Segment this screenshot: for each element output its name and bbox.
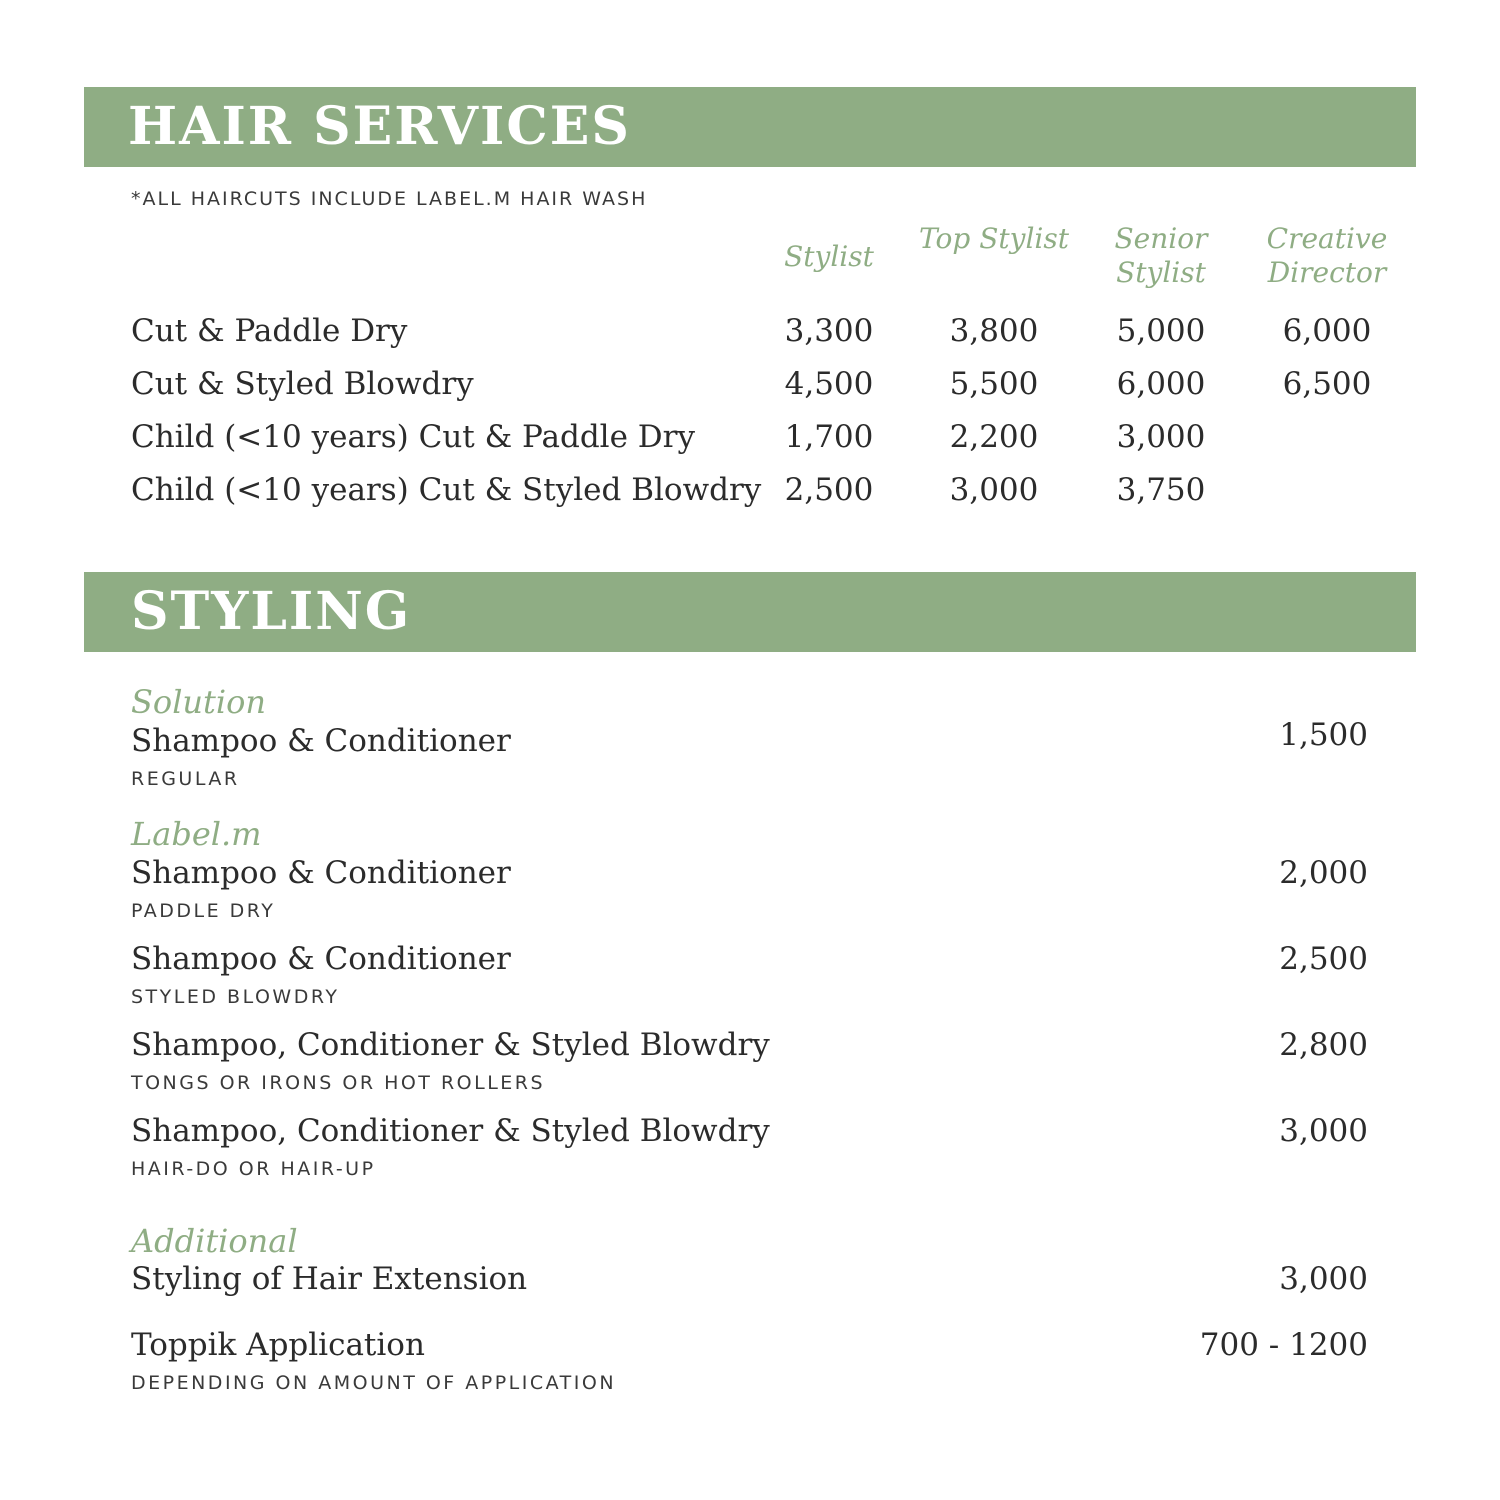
styling-item-name: Styling of Hair Extension (131, 1261, 528, 1297)
styling-item-detail: TONGS OR IRONS OR HOT ROLLERS (131, 1072, 546, 1094)
price-senior-stylist: 6,000 (1116, 366, 1206, 402)
hair-services-title: HAIR SERVICES (128, 96, 631, 157)
styling-item-price: 2,800 (1279, 1027, 1368, 1063)
styling-item-detail: HAIR-DO OR HAIR-UP (131, 1158, 376, 1180)
price-senior-stylist: 5,000 (1116, 313, 1206, 349)
price-creative-director: 6,500 (1282, 366, 1372, 402)
styling-item-name: Shampoo & Conditioner (131, 723, 511, 759)
styling-item-name: Toppik Application (131, 1327, 425, 1363)
column-header-senior-stylist: Senior Stylist (1114, 222, 1208, 289)
service-name: Child (<10 years) Cut & Styled Blowdry (131, 472, 762, 508)
price-senior-stylist: 3,750 (1116, 472, 1206, 508)
price-senior-stylist: 3,000 (1116, 419, 1206, 455)
styling-item-detail: PADDLE DRY (131, 900, 276, 922)
styling-banner (84, 572, 1416, 652)
category-additional: Additional (131, 1222, 298, 1260)
service-name: Cut & Paddle Dry (131, 313, 408, 349)
price-stylist: 3,300 (784, 313, 874, 349)
styling-title: STYLING (131, 581, 412, 642)
styling-item-price: 700 - 1200 (1199, 1327, 1368, 1363)
styling-item-detail: STYLED BLOWDRY (131, 986, 340, 1008)
price-creative-director: 6,000 (1282, 313, 1372, 349)
price-stylist: 1,700 (784, 419, 874, 455)
styling-item-price: 1,500 (1279, 717, 1368, 753)
styling-item-name: Shampoo, Conditioner & Styled Blowdry (131, 1113, 770, 1149)
styling-item-price: 2,500 (1279, 941, 1368, 977)
styling-item-price: 3,000 (1279, 1113, 1368, 1149)
styling-item-price: 2,000 (1279, 855, 1368, 891)
price-top-stylist: 2,200 (949, 419, 1039, 455)
styling-item-detail: DEPENDING ON AMOUNT OF APPLICATION (131, 1372, 617, 1394)
price-top-stylist: 5,500 (949, 366, 1039, 402)
column-header-creative-director: Creative Director (1266, 222, 1388, 289)
price-top-stylist: 3,800 (949, 313, 1039, 349)
styling-item-price: 3,000 (1279, 1261, 1368, 1297)
price-stylist: 4,500 (784, 366, 874, 402)
styling-item-name: Shampoo & Conditioner (131, 855, 511, 891)
hair-services-banner (84, 87, 1416, 167)
service-name: Cut & Styled Blowdry (131, 366, 474, 402)
column-header-top-stylist: Top Stylist (919, 222, 1069, 255)
styling-item-name: Shampoo & Conditioner (131, 941, 511, 977)
column-header-stylist: Stylist (784, 240, 874, 273)
haircut-note: *ALL HAIRCUTS INCLUDE LABEL.M HAIR WASH (131, 188, 648, 210)
price-top-stylist: 3,000 (949, 472, 1039, 508)
service-name: Child (<10 years) Cut & Paddle Dry (131, 419, 695, 455)
category-solution: Solution (131, 683, 266, 721)
styling-item-detail: REGULAR (131, 768, 240, 790)
styling-item-name: Shampoo, Conditioner & Styled Blowdry (131, 1027, 770, 1063)
category-label-m: Label.m (131, 815, 262, 853)
price-stylist: 2,500 (784, 472, 874, 508)
